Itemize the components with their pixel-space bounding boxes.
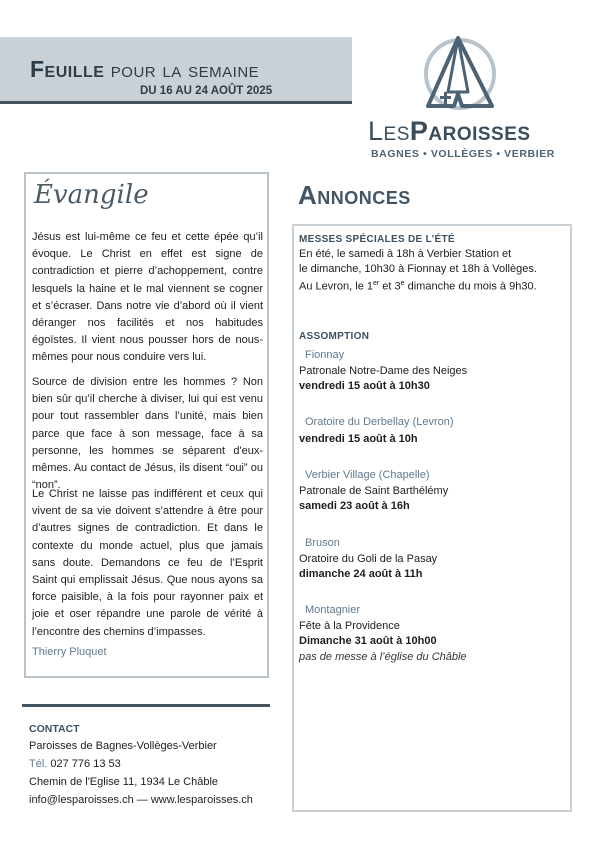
evangile-paragraph-3: Le Christ ne laisse pas indifférent et ceux qui vivent de sa vie doivent s’attendre à être pour d’autres signes de contradiction. Et dans le contexte du monde actuel, plus que jamais sans doute. Demandons ce feu de l’Esprit Saint qui emplissait Jésus. Que nous ayons sa force paisible, à la fois pour rayonner paix et joie et oser répandre une parole de vérité à l’encontre des chemins d’impasses. (32, 488, 263, 638)
phone-number: 027 776 13 53 (47, 758, 121, 770)
evangile-signature: Thierry Pluquet (32, 646, 107, 658)
contact-rule (22, 704, 270, 707)
messes-heading: MESSES SPÉCIALES DE L’ÉTÉ (299, 234, 455, 245)
event-desc: Oratoire du Goli de la Pasay (299, 553, 438, 565)
event-place: Oratoire du Derbellay (Levron) (305, 416, 454, 428)
messes-line-3b: et 3 (379, 280, 401, 293)
logo-word-light: Les (368, 116, 410, 146)
logo-word-bold: Paroisses (409, 116, 531, 146)
contact-address: Chemin de l'Eglise 11, 1934 Le Châble (29, 776, 219, 788)
messes-line-2: le dimanche, 10h30 à Fionnay et 18h à Vollèges. (299, 263, 537, 275)
event-place: Verbier Village (Chapelle) (305, 469, 430, 481)
event-when: samedi 23 août à 16h (299, 500, 410, 512)
event-when: vendredi 15 août à 10h (299, 433, 418, 445)
event-place: Montagnier (305, 604, 361, 616)
event-place: Fionnay (305, 349, 345, 361)
logo-wordmark (368, 116, 531, 147)
event-note: pas de messe à l’église du Châble (299, 651, 467, 663)
messes-line-3c: dimanche du mois à 9h30. (404, 280, 537, 293)
title-rest: pour la semaine (110, 59, 260, 82)
event-when: dimanche 24 août à 11h (299, 568, 423, 580)
evangile-paragraph-1: Jésus est lui-même ce feu et cette épée qu’il évoque. Le Christ en effet est signe de contradiction et pierre d’achoppement, contre lesquels la haine et le mal viennent se cogner et s’écraser. Dans notre vie d’abord où il vient déranger nos facilités et nos habitudes égoïstes. Il vient nous pousser hors de nous-mêmes pour nous conduire vers lui. (32, 231, 263, 364)
assomption-heading: ASSOMPTION (299, 331, 370, 342)
event-desc: Patronale de Saint Barthélémy (299, 485, 449, 497)
contact-phone (29, 758, 121, 770)
messes-line-3 (299, 276, 537, 295)
contact-heading: CONTACT (29, 723, 80, 735)
annonces-title: Annonces (298, 180, 411, 210)
parish-logo-icon (420, 34, 500, 112)
event-desc: Fête à la Providence (299, 620, 400, 632)
event-place: Bruson (305, 537, 340, 549)
page-title (30, 56, 259, 83)
header-rule (0, 101, 352, 104)
contact-web[interactable]: info@lesparoisses.ch — www.lesparoisses.ch (29, 794, 253, 806)
title-bold: Feuille (30, 56, 105, 82)
contact-org: Paroisses de Bagnes-Vollèges-Verbier (29, 740, 217, 752)
event-when: Dimanche 31 août à 10h00 (299, 635, 437, 647)
messes-sup-1: er (373, 280, 380, 287)
messes-sup-2: e (400, 280, 405, 287)
phone-label: Tél. (29, 758, 48, 770)
evangile-paragraph-2: Source de division entre les hommes ? Non bien sûr qu’il cherche à diviser, lui qui est venu pour tout rassembler dans l’unité, mais bien parce que face à son message, face à sa personne, les hommes se séparent d'eux-mêmes. Au contact de Jésus, ils disent “oui” ou “non”. (32, 376, 263, 492)
messes-line-3a: Au Levron, le 1 (299, 280, 373, 293)
messes-line-1: En été, le samedi à 18h à Verbier Station et (299, 248, 512, 260)
week-dates: DU 16 AU 24 AOÛT 2025 (140, 85, 273, 97)
logo-subtitle: BAGNES • VOLLÈGES • VERBIER (371, 148, 555, 160)
evangile-title: Évangile (34, 180, 149, 210)
event-when: vendredi 15 août à 10h30 (299, 380, 430, 392)
annonces-box (292, 224, 572, 812)
event-desc: Patronale Notre-Dame des Neiges (299, 365, 468, 377)
